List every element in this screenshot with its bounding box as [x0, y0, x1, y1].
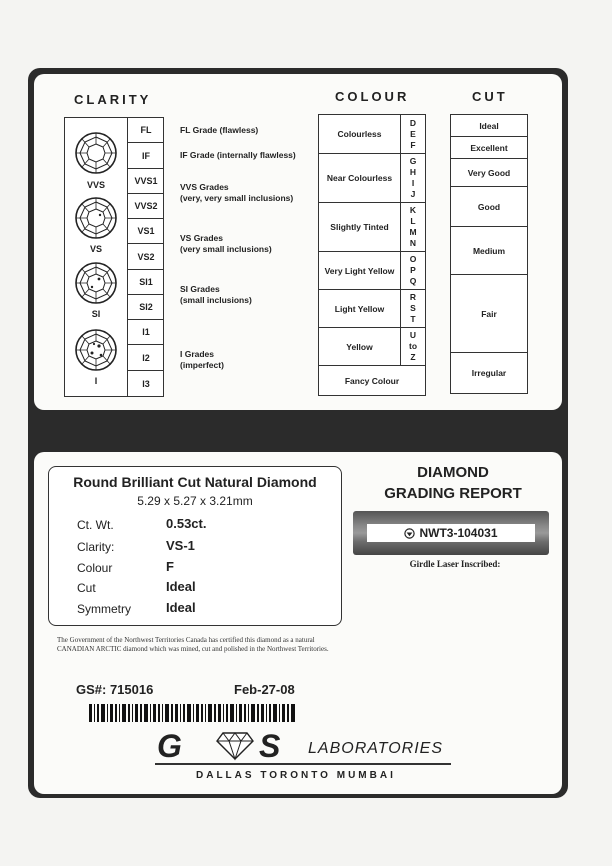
clarity-grade-if: IF	[128, 143, 164, 169]
diamond-measurements: 5.29 x 5.27 x 3.21mm	[137, 494, 253, 508]
desc-line: (imperfect)	[180, 360, 224, 370]
colour-letter: H	[409, 167, 417, 177]
field-label-clarity: Clarity:	[77, 540, 115, 554]
colour-letters-yellow	[401, 328, 425, 366]
clarity-heading: CLARITY	[74, 92, 152, 107]
colour-letter: L	[410, 216, 416, 226]
desc-line: (small inclusions)	[180, 295, 252, 305]
barcode	[89, 704, 295, 722]
logo-underline	[155, 763, 451, 765]
clarity-grade-i1: I1	[128, 320, 164, 345]
diamond-i-icon	[74, 328, 118, 372]
colour-letter: O	[409, 254, 417, 264]
colour-row-yellow: Yellow	[319, 328, 400, 366]
colour-row-slightly-tinted: Slightly Tinted	[319, 203, 400, 252]
laser-inscription	[367, 524, 535, 542]
diamond-vs-icon	[74, 196, 118, 240]
colour-row-very-light-yellow: Very Light Yellow	[319, 252, 400, 290]
colour-letter: to	[408, 341, 418, 351]
clarity-grade-vs2: VS2	[128, 244, 164, 270]
clarity-desc-si	[180, 284, 252, 306]
clarity-grade-vvs1: VVS1	[128, 169, 164, 194]
colour-letter: E	[410, 128, 416, 139]
desc-line: I Grades	[180, 349, 215, 359]
clarity-desc-vvs	[180, 182, 293, 204]
colour-letter: T	[410, 314, 416, 324]
girdle-note: Girdle Laser Inscribed:	[409, 559, 501, 569]
cut-grade-irregular: Irregular	[471, 368, 507, 378]
clarity-grade-i2: I2	[128, 345, 164, 371]
report-date: Feb-27-08	[234, 682, 295, 697]
cut-heading: CUT	[472, 89, 508, 104]
lab-cities: DALLAS TORONTO MUMBAI	[196, 770, 396, 781]
clarity-grade-i3: I3	[142, 378, 150, 389]
logo-letter-s: S	[259, 728, 281, 762]
desc-line: VVS Grades	[180, 182, 229, 192]
diamond-mark-icon	[404, 528, 415, 539]
gs-number: GS#: 715016	[76, 682, 154, 697]
diamond-label-i: I	[94, 376, 98, 386]
desc-line: SI Grades	[180, 284, 220, 294]
clarity-grade-fl: FL	[128, 118, 164, 143]
desc-line: VS Grades	[180, 233, 223, 243]
colour-letter: J	[410, 189, 416, 199]
clarity-desc-fl	[180, 125, 258, 136]
gs-laboratories-logo	[155, 728, 315, 762]
colour-row-colourless: Colourless	[319, 115, 400, 154]
clarity-grade-si2: SI2	[128, 295, 164, 320]
clarity-grade-vs1: VS1	[128, 219, 164, 244]
desc-line: (very, very small inclusions)	[180, 193, 294, 203]
field-value-symmetry: Ideal	[166, 600, 196, 615]
colour-letter: R	[409, 292, 417, 302]
certification-fine-print: The Government of the Northwest Territories Canada has certified this diamond as a natural CANADIAN ARCTIC diamond which was mined, cut and polished in the Northwest Territories.	[57, 636, 329, 653]
colour-row-near-colourless: Near Colourless	[319, 154, 400, 203]
colour-heading: COLOUR	[335, 89, 410, 104]
field-label-ct-wt: Ct. Wt.	[77, 518, 114, 532]
colour-row-fancy: Fancy Colour	[344, 375, 400, 386]
colour-letters-very-light-yellow	[401, 252, 425, 290]
clarity-grade-vvs2: VVS2	[128, 194, 164, 219]
cut-grade-medium: Medium	[451, 227, 527, 275]
laboratories-wordmark: LABORATORIES	[308, 740, 443, 757]
field-value-cut: Ideal	[166, 579, 196, 594]
clarity-grade-si1: SI1	[128, 270, 164, 295]
logo-diamond-icon	[217, 733, 253, 759]
colour-letter: S	[410, 303, 416, 313]
colour-letter: N	[409, 238, 417, 248]
field-label-colour: Colour	[77, 561, 113, 575]
report-title-line2: GRADING REPORT	[384, 485, 522, 502]
field-label-cut: Cut	[77, 581, 96, 595]
diamond-vvs-icon	[74, 131, 118, 175]
cut-grade-ideal: Ideal	[451, 115, 527, 137]
colour-letters-colourless	[401, 115, 425, 154]
colour-letter: D	[409, 117, 417, 128]
colour-letter: U	[409, 330, 417, 340]
colour-letter: K	[409, 205, 417, 215]
diamond-si-icon	[74, 261, 118, 305]
field-value-colour: F	[166, 559, 174, 574]
report-title-line1: DIAMOND	[417, 464, 489, 481]
cut-grade-excellent: Excellent	[451, 137, 527, 159]
colour-letter: G	[409, 156, 417, 166]
colour-letters-light-yellow	[401, 290, 425, 328]
diamond-label-vs: VS	[89, 244, 102, 254]
cut-grade-fair: Fair	[451, 275, 527, 353]
cut-grade-good: Good	[451, 187, 527, 227]
clarity-desc-i	[180, 349, 224, 371]
colour-letter: Q	[409, 276, 417, 286]
colour-letter: P	[410, 265, 416, 275]
field-label-symmetry: Symmetry	[77, 602, 131, 616]
cut-grade-very-good: Very Good	[451, 159, 527, 187]
diamond-label-vvs: VVS	[86, 180, 105, 190]
field-value-clarity: VS-1	[166, 538, 195, 553]
clarity-desc-if	[180, 150, 296, 161]
colour-letter: Z	[410, 352, 416, 362]
desc-line: (very small inclusions)	[180, 244, 272, 254]
colour-letter: M	[409, 227, 417, 237]
colour-letter: I	[411, 178, 415, 188]
field-value-ct-wt: 0.53ct.	[166, 516, 207, 531]
diamond-label-si: SI	[91, 309, 101, 319]
desc-line: FL Grade (flawless)	[180, 125, 259, 135]
colour-letters-slightly-tinted	[401, 203, 425, 252]
inscription-number: NWT3-104031	[419, 526, 498, 540]
colour-row-light-yellow: Light Yellow	[319, 290, 400, 328]
clarity-desc-vs	[180, 233, 272, 255]
colour-letter: F	[410, 139, 416, 150]
colour-letters-near-colourless	[401, 154, 425, 203]
logo-letter-g: G	[157, 728, 182, 762]
desc-line: IF Grade (internally flawless)	[180, 150, 296, 160]
diamond-type: Round Brilliant Cut Natural Diamond	[73, 474, 317, 490]
